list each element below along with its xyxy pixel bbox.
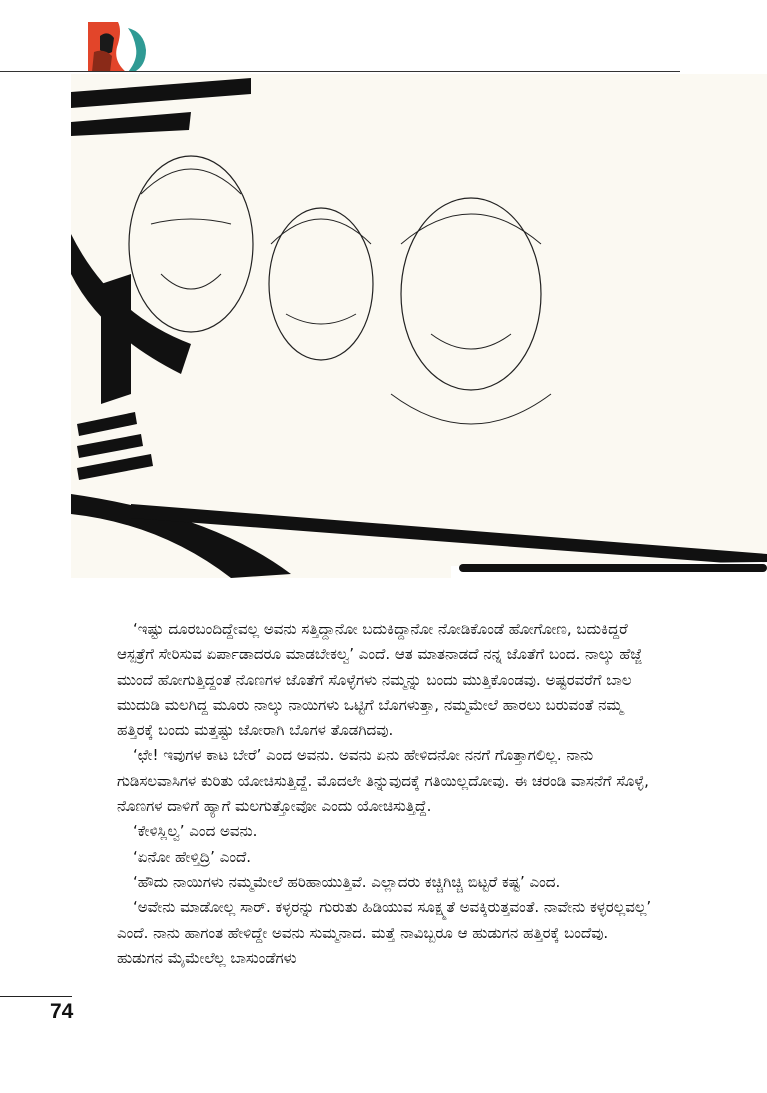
paragraph: ‘ಛೇ! ಇವುಗಳ ಕಾಟ ಬೇರೆ’ ಎಂದ ಅವನು. ಅವನು ಏನು ಹೇಳಿದನೋ ನನಗೆ ಗೊತ್ತಾಗಲಿಲ್ಲ. ನಾನು ಗುಡಿಸಲವಾಸಿಗಳ ಕುರಿತು ಯೋಚಿಸುತ್ತಿದ್ದೆ. ಮೊದಲೇ ತಿನ್ನುವುದಕ್ಕೆ ಗತಿಯಿಲ್ಲದೋವು. ಈ ಚರಂಡಿ ವಾಸನೆಗೆ ಸೊಳ್ಳೆ, ನೊಣಗಳ ದಾಳಿಗೆ ಹ್ಯಾಗೆ ಮಲಗುತ್ತೋವೋ ಎಂದು ಯೋಚಿಸುತ್ತಿದ್ದೆ. bbox=[117, 746, 649, 816]
paragraph: ‘ಏನೋ ಹೇಳ್ತಿದ್ರಿ’ ಎಂದೆ. bbox=[133, 847, 252, 866]
paragraph: ‘ಅವೇನು ಮಾಡೋಲ್ಲ ಸಾರ್. ಕಳ್ಳರನ್ನು ಗುರುತು ಹಿಡಿಯುವ ಸೂಕ್ಷ್ಮತೆ ಅವಕ್ಕಿರುತ್ತವಂತೆ. ನಾವೇನು ಕಳ್ಳರಲ್ಲವಲ್ಲ’ ಎಂದೆ. ನಾನು ಹಾಗಂತ ಹೇಳಿದ್ದೇ ಅವನು ಸುಮ್ಮನಾದ. ಮತ್ತೆ ನಾವಿಬ್ಬರೂ ಆ ಹುಡುಗನ ಹತ್ತಿರಕ್ಕೆ ಬಂದೆವು. ಹುಡುಗನ ಮೈಮೇಲೆಲ್ಲ ಬಾಸುಂಡೆಗಳು bbox=[117, 898, 652, 967]
paragraph: ‘ಇಷ್ಟು ದೂರಬಂದಿದ್ದೇವಲ್ಲ ಅವನು ಸತ್ತಿದ್ದಾನೋ ಬದುಕಿದ್ದಾನೋ ನೋಡಿಕೊಂಡೆ ಹೋಗೋಣ, ಬದುಕಿದ್ದರೆ ಆಸ್ಪತ್ರೆಗೆ ಸೇರಿಸುವ ಏರ್ಪಾಡಾದರೂ ಮಾಡಬೇಕಲ್ವ’ ಎಂದೆ. ಆತ ಮಾತನಾಡದೆ ನನ್ನ ಜೊತೆಗೆ ಬಂದ. ನಾಲ್ಕು ಹೆಜ್ಜೆ ಮುಂದೆ ಹೋಗುತ್ತಿದ್ದಂತೆ ನೊಣಗಳ ಜೊತೆಗೆ ಸೊಳ್ಳೆಗಳು ನಮ್ಮನ್ನು ಬಂದು ಮುತ್ತಿಕೊಂಡವು. ಅಷ್ಟರವರೆಗೆ ಬಾಲ ಮುದುಡಿ ಮಲಗಿದ್ದ ಮೂರು ನಾಲ್ಕು ನಾಯಿಗಳು ಒಟ್ಟಿಗೆ ಬೊಗಳುತ್ತಾ, ನಮ್ಮಮೇಲೆ ಹಾರಲು ಬರುವಂತೆ ನಮ್ಮ ಹತ್ತಿರಕ್ಕೆ ಬಂದು ಮತ್ತಷ್ಟು ಜೋರಾಗಿ ಬೊಗಳ ತೊಡಗಿದವು. bbox=[117, 620, 643, 740]
story-illustration bbox=[71, 74, 767, 578]
magazine-logo-icon bbox=[88, 22, 154, 72]
header-rule bbox=[0, 71, 680, 72]
paragraph: ‘ಹೌದು ನಾಯಿಗಳು ನಮ್ಮಮೇಲೆ ಹರಿಹಾಯುತ್ತಿವೆ. ಎಲ್ಲಾದರು ಕಚ್ಚಿಗಿಚ್ಚಿ ಬಿಟ್ಟರೆ ಕಷ್ಟ’ ಎಂದ. bbox=[133, 872, 561, 891]
page-number: 74 bbox=[50, 1000, 74, 1023]
paragraph: ‘ಕೇಳಿಸ್ಲಿಲ್ವ’ ಎಂದ ಅವನು. bbox=[133, 822, 258, 841]
footer-rule bbox=[0, 996, 72, 997]
article-body bbox=[117, 617, 657, 971]
